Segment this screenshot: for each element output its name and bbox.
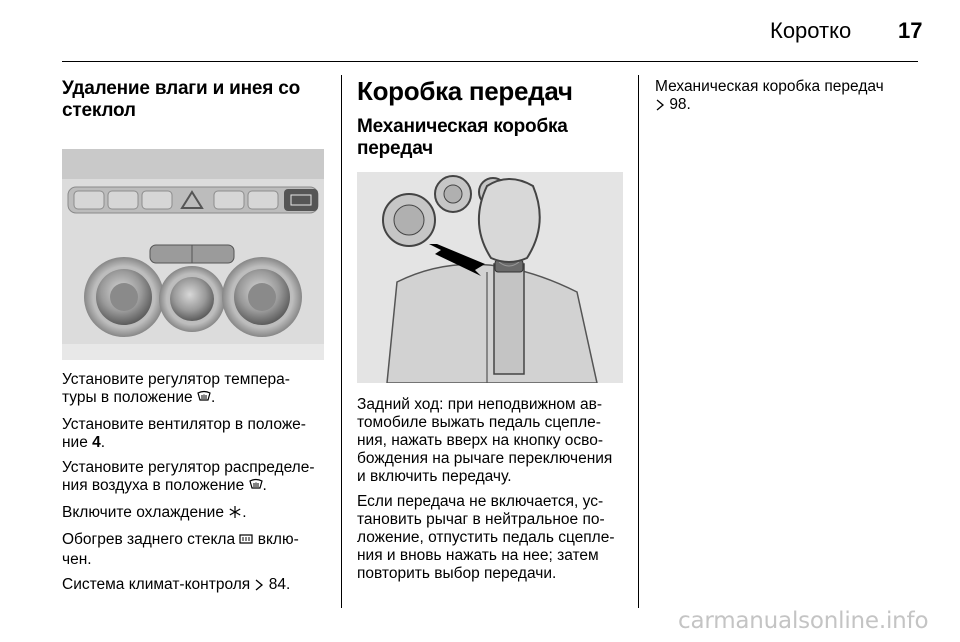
instruction-rear-window [62,531,324,569]
instruction-temperature-text: Установите регулятор темпера-туры в положение [62,371,290,406]
windshield-defrost-icon [249,478,263,497]
instruction-cooling-text: Включите охлаждение [62,504,224,521]
reference-arrow-icon [655,98,665,116]
instruction-fan: Установите вентилятор в положе-ние 4. [62,416,306,451]
instruction-temperature: Установите регулятор темпера-туры в положение . [62,371,324,409]
instruction-rear-window-text: Обогрев заднего стекла [62,531,236,548]
reference-text: Механическая коробка передач [655,78,884,95]
reverse-gear-paragraph: Задний ход: при неподвижном ав-томобиле выжать педаль сцепле-ния, нажать вверх на кнопку осво-бождения на рычаге переключения и включить передачу. [357,396,613,485]
section-title: Коробка передач [357,76,573,106]
watermark-footer[interactable]: carmanualsonline.info [678,608,929,634]
column-reference [655,78,915,116]
climate-control-ref-page: 84. [268,576,291,593]
reference-arrow-icon [254,578,264,596]
windshield-defrost-icon [197,390,211,409]
column-divider [341,75,342,608]
instruction-air-distribution-text: Установите регулятор распределе-ния воздуха в положение [62,459,315,494]
defrost-heading: Удаление влаги и инея со стеклол [62,78,300,121]
snowflake-icon [228,505,242,524]
climate-control-ref-text: Система климат-контроля [62,576,251,593]
reference-page: 98. [669,96,691,113]
header-title: Коротко [770,18,852,43]
instruction-cooling: Включите охлаждение . [62,504,324,524]
manual-transmission-reference [655,78,915,116]
column-transmission [357,78,623,583]
fan-level-value: 4 [92,434,101,451]
instruction-rear-window-tail: вклю-чен. [62,531,299,568]
gear-not-engaging-paragraph: Если передача не включается, ус-тановить рычаг в нейтральное по-ложение, отпустить педаль сцепле-ния и вновь нажать на нее; затем повторить выбор передачи. [357,493,615,582]
column-divider [638,75,639,608]
instruction-fan-text: Установите вентилятор в положе-ние [62,416,306,451]
manual-transmission-heading: Механическая коробка передач [357,116,568,159]
page-number: 17 [898,18,923,43]
header-rule [62,61,918,62]
gear-lever-image [357,172,623,383]
climate-control-reference [62,576,324,596]
climate-control-panel-image [62,149,324,360]
instruction-air-distribution: Установите регулятор распределе-ния воздуха в положение . [62,459,324,497]
rear-window-heat-icon [239,532,253,551]
column-defrost [62,78,324,596]
